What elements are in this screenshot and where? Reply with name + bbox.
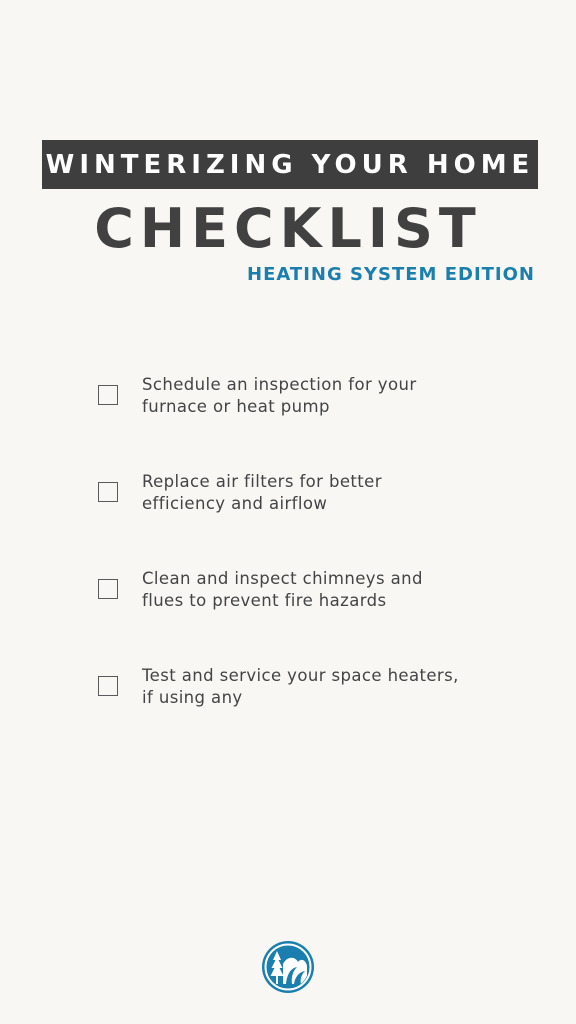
tree-wave-logo-icon bbox=[261, 940, 315, 994]
checklist-item bbox=[98, 374, 498, 471]
checklist-item bbox=[98, 665, 498, 762]
logo-svg bbox=[261, 940, 315, 994]
checklist-item-text bbox=[142, 665, 459, 709]
checklist-item-text bbox=[142, 471, 382, 515]
checklist-item-line: furnace or heat pump bbox=[142, 397, 330, 416]
page-title: CHECKLIST bbox=[94, 197, 482, 260]
checklist-item bbox=[98, 568, 498, 665]
checklist-item bbox=[98, 471, 498, 568]
checklist-item-line: Test and service your space heaters, bbox=[142, 666, 459, 685]
banner-text: WINTERIZING YOUR HOME bbox=[45, 149, 535, 180]
checklist-item-line: if using any bbox=[142, 688, 243, 707]
checklist-item-line: Schedule an inspection for your bbox=[142, 375, 417, 394]
checkbox[interactable] bbox=[98, 385, 118, 405]
checkbox[interactable] bbox=[98, 676, 118, 696]
checklist-item-line: flues to prevent fire hazards bbox=[142, 591, 387, 610]
checklist-item-text bbox=[142, 568, 423, 612]
checkbox[interactable] bbox=[98, 579, 118, 599]
checklist-item-line: Replace air filters for better bbox=[142, 472, 382, 491]
checklist-item-line: Clean and inspect chimneys and bbox=[142, 569, 423, 588]
checkbox[interactable] bbox=[98, 482, 118, 502]
checklist bbox=[98, 374, 498, 762]
subtitle: HEATING SYSTEM EDITION bbox=[247, 264, 535, 285]
checklist-item-text bbox=[142, 374, 417, 418]
checklist-item-line: efficiency and airflow bbox=[142, 494, 328, 513]
header-banner bbox=[42, 140, 538, 189]
